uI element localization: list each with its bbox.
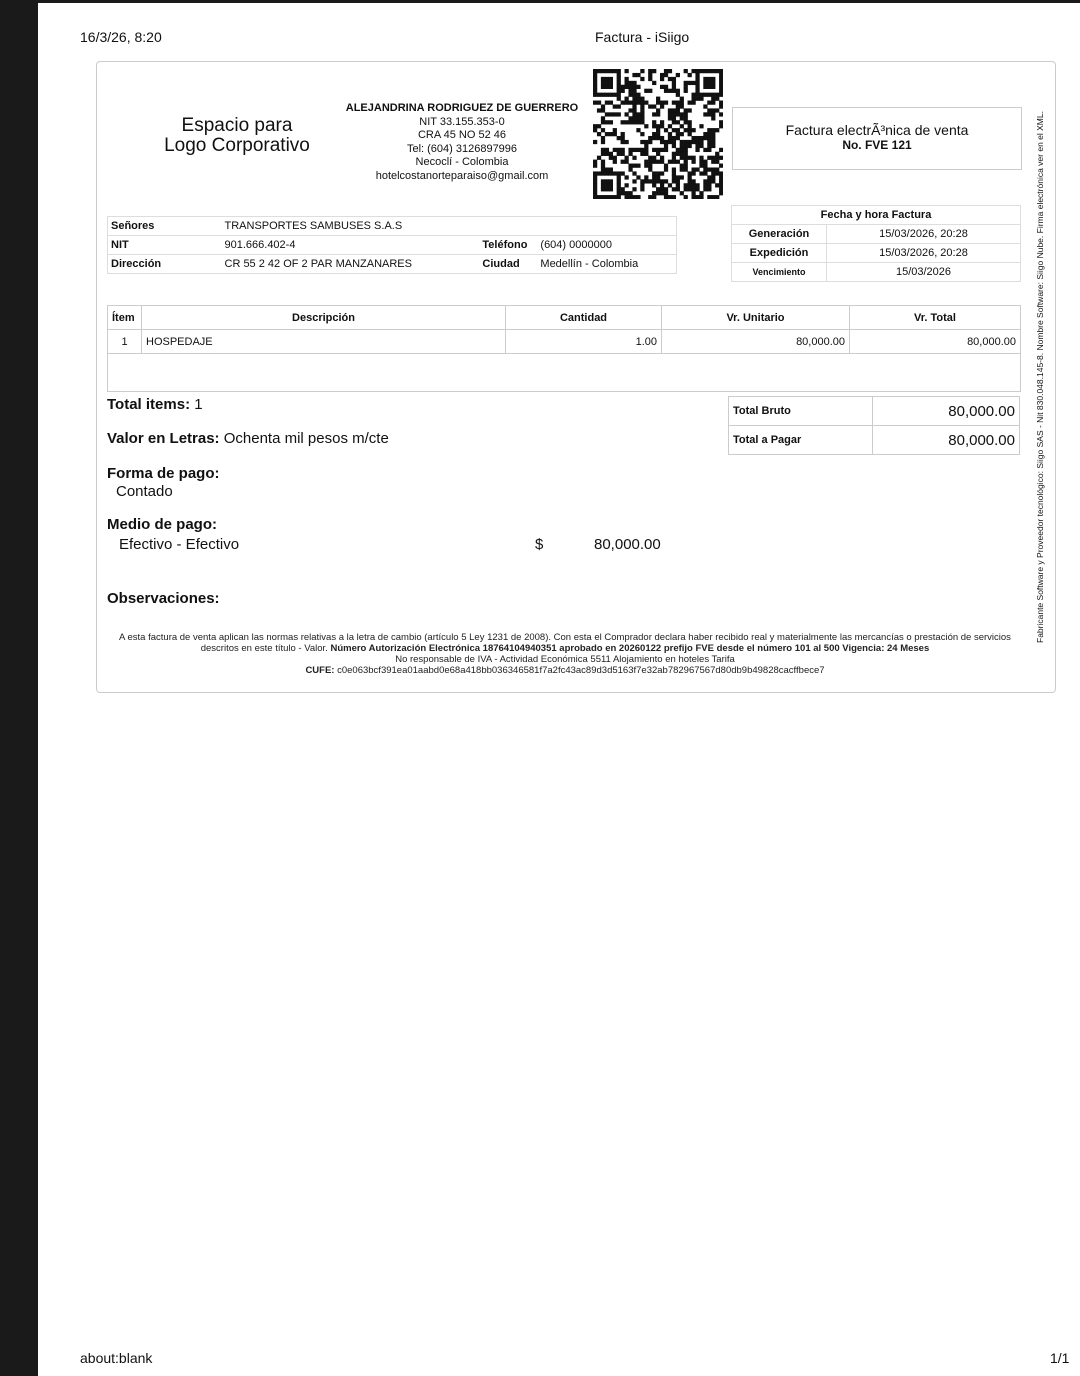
print-title: Factura - iSiigo xyxy=(595,29,690,45)
col-header: Vr. Total xyxy=(850,306,1021,330)
label: Total items: xyxy=(107,396,191,413)
customer-phone: (604) 0000000 xyxy=(537,236,676,255)
cufe-value: c0e063bcf391ea01aabd0e68a418bb036346581f7a2fc43ac89d3d5163f7e32ab782967567d80db9b49828cacffbece7 xyxy=(337,665,825,676)
invoice-title-box xyxy=(732,107,1022,170)
amount-in-words xyxy=(107,430,389,447)
customer-city: Medellín - Colombia xyxy=(537,255,676,274)
print-page-count: 1/1 xyxy=(1050,1350,1070,1366)
logo-placeholder xyxy=(157,116,317,156)
col-header: Descripción xyxy=(142,306,506,330)
cell: 80,000.00 xyxy=(662,330,850,354)
items-table xyxy=(107,305,1021,392)
col-header: Cantidad xyxy=(506,306,662,330)
invoice-card xyxy=(96,61,1056,693)
cell: HOSPEDAJE xyxy=(142,330,506,354)
payment-form-label: Forma de pago: xyxy=(107,465,220,482)
label: Generación xyxy=(732,225,827,244)
print-datetime: 16/3/26, 8:20 xyxy=(80,29,162,45)
customer-nit: 901.666.402-4 xyxy=(222,236,480,255)
issuer-address: CRA 45 NO 52 46 xyxy=(417,129,507,141)
label: Ciudad xyxy=(479,255,537,274)
label: Total a Pagar xyxy=(729,426,873,455)
cell: 80,000.00 xyxy=(850,330,1021,354)
qr-code xyxy=(593,69,723,199)
due-date: 15/03/2026 xyxy=(827,263,1021,282)
label: Vencimiento xyxy=(732,263,827,282)
col-header: Vr. Unitario xyxy=(662,306,850,330)
payment-amount: 80,000.00 xyxy=(594,536,661,553)
payment-form: Contado xyxy=(116,483,173,500)
authorization-text: Número Autorización Electrónica 18764104940351 aprobado en 20260122 prefijo FVE desde el número 101 al 500 Vigencia: 24 Meses xyxy=(330,643,930,654)
issuer-name: ALEJANDRINA RODRIGUEZ DE GUERRERO xyxy=(345,102,579,114)
logo-text-1: Espacio para xyxy=(181,115,293,136)
print-page xyxy=(38,3,1080,1376)
dates-table xyxy=(731,205,1021,282)
label: Teléfono xyxy=(479,236,537,255)
issuer-nit: NIT 33.155.353-0 xyxy=(419,115,505,128)
cufe-label: CUFE: xyxy=(305,665,335,676)
legal-p1: A esta factura de venta aplican las normas relativas a la letra de cambio (artículo 5 Ley 1231 de 2008). Con esta el Comprador declara haber recibido real y materialmente las mercancías o prestación de servicios descritos en este título - Valor. xyxy=(119,632,1011,654)
label: Dirección xyxy=(108,255,222,274)
total-due: 80,000.00 xyxy=(873,426,1020,455)
issue-date: 15/03/2026, 20:28 xyxy=(827,244,1021,263)
empty-row xyxy=(108,354,1021,392)
value: Ochenta mil pesos m/cte xyxy=(223,430,389,447)
table-row xyxy=(108,330,1021,354)
print-url: about:blank xyxy=(80,1350,153,1366)
observations-label: Observaciones: xyxy=(107,590,220,607)
value: 1 xyxy=(194,396,203,413)
label: Valor en Letras: xyxy=(107,430,220,447)
totals-table xyxy=(728,396,1020,455)
issuer-city: Necoclí - Colombia xyxy=(415,156,509,168)
payment-method-label: Medio de pago: xyxy=(107,516,217,533)
logo-text-2: Logo Corporativo xyxy=(164,135,310,156)
payment-method: Efectivo - Efectivo xyxy=(119,536,240,553)
label: Total Bruto xyxy=(729,397,873,426)
legal-text xyxy=(117,632,1013,676)
currency-symbol: $ xyxy=(535,536,544,553)
customer-name: TRANSPORTES SAMBUSES S.A.S xyxy=(222,217,677,236)
total-gross: 80,000.00 xyxy=(873,397,1020,426)
dates-title: Fecha y hora Factura xyxy=(732,206,1021,225)
cell: 1.00 xyxy=(506,330,662,354)
issuer-email: hotelcostanorteparaiso@gmail.com xyxy=(375,169,549,182)
software-vendor-note: Fabricante Software y Proveedor tecnológico: Siigo SAS - Nit 830.048.145-8. Nombre Software: Siigo Nube. Firma electrónica ver en el XML. xyxy=(1035,111,1045,643)
issuer-info xyxy=(337,102,587,183)
col-header: Ítem xyxy=(108,306,142,330)
label: Expedición xyxy=(732,244,827,263)
invoice-type: Factura electrÃ³nica de venta xyxy=(785,122,969,138)
tax-note: No responsable de IVA - Actividad Económica 5511 Alojamiento en hoteles Tarifa xyxy=(395,654,735,665)
issuer-phone: Tel: (604) 3126897996 xyxy=(406,142,518,155)
customer-address: CR 55 2 42 OF 2 PAR MANZANARES xyxy=(222,255,480,274)
generation-date: 15/03/2026, 20:28 xyxy=(827,225,1021,244)
total-items xyxy=(107,396,203,413)
cell: 1 xyxy=(108,330,142,354)
invoice-number: No. FVE 121 xyxy=(842,138,912,152)
label: Señores xyxy=(108,217,222,236)
customer-table xyxy=(107,216,677,274)
label: NIT xyxy=(108,236,222,255)
